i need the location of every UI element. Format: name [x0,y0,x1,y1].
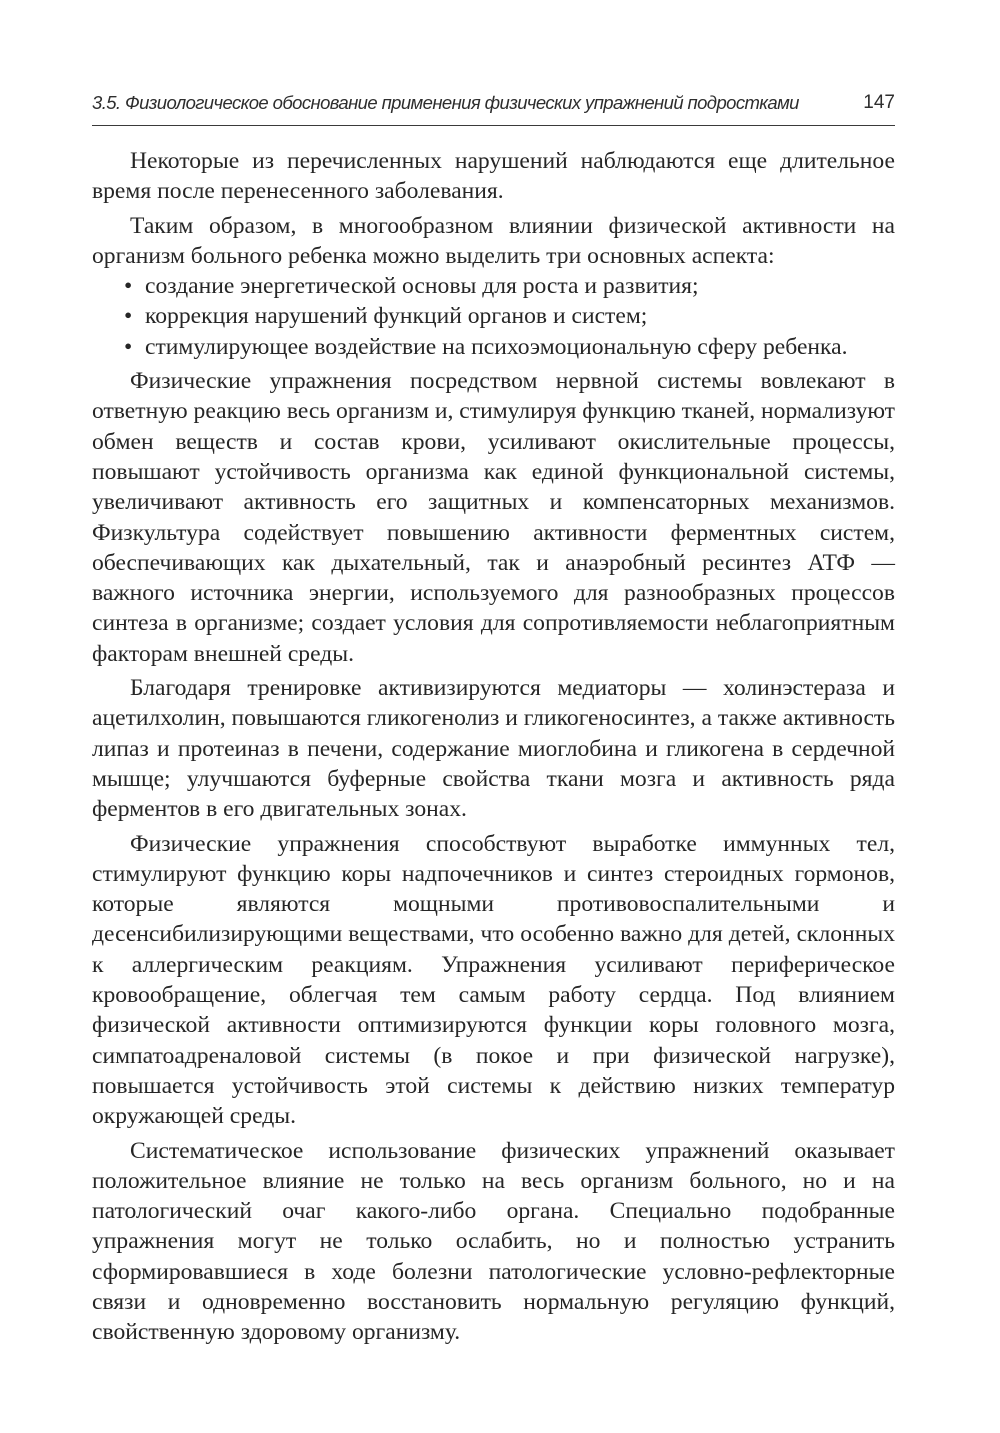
list-item [92,332,895,362]
paragraph-5: Физические упражнения способствуют выработке иммунных тел, стимулируют функцию коры надпочечников и синтез стероидных гормонов, которые являются мощными противовоспалительными и десенсибилизирующими веществами, что особенно важно для детей, склонных к аллергическим реакциям. Упражнения усиливают периферическое кровообращение, облегчая тем самым работу сердца. Под влиянием физической активности оптимизируются функции коры головного мозга, симпатоадреналовой системы (в покое и при физической нагрузке), повышается устойчивость этой системы к действию низких температур окружающей среды. [92,830,895,1130]
list-item-text: коррекция нарушений функций органов и систем; [145,303,648,330]
list-item [92,301,895,331]
bullet-icon: • [124,303,133,330]
bullet-icon: • [124,273,133,300]
list-item-text: стимулирующее воздействие на психоэмоциональную сферу ребенка. [145,333,848,360]
list-item [92,271,895,301]
page-number: 147 [863,92,895,113]
paragraph-3: Физические упражнения посредством нервной системы вовлекают в ответную реакцию весь организм и, стимулируя функцию тканей, нормализуют обмен веществ и состав крови, усиливают окислительные процессы, повышают устойчивость организма как единой функциональной системы, увеличивают активность его защитных и компенсаторных механизмов. Физкультура содействует повышению активности ферментных систем, обеспечивающих как дыхательный, так и анаэробный ресинтез АТФ — важного источника энергии, используемого для разнообразных процессов синтеза в организме; создает условия для сопротивляемости неблагоприятным факторам внешней среды. [92,368,895,667]
list-item-text: создание энергетической основы для роста и развития; [145,273,699,300]
chapter-title: 3.5. Физиологическое обоснование применения физических упражнений подростками [92,92,799,113]
body-text [92,146,895,1348]
aspects-list [92,271,895,362]
paragraph-2: Таким образом, в многообразном влиянии физической активности на организм больного ребенка можно выделить три основных аспекта: [92,212,895,269]
paragraph-6: Систематическое использование физических упражнений оказывает положительное влияние не только на весь организм больного, но и на патологический очаг какого-либо органа. Специально подобранные упражнения могут не только ослабить, но и полностью устранить сформировавшиеся в ходе болезни патологические условно-рефлекторные связи и одновременно восстановить нормальную регуляцию функций, свойственную здоровому организму. [92,1137,895,1346]
running-header [92,89,895,126]
bullet-icon: • [124,333,133,360]
paragraph-1: Некоторые из перечисленных нарушений наблюдаются еще длительное время после перенесенного заболевания. [92,148,895,205]
paragraph-4: Благодаря тренировке активизируются медиаторы — холинэстераза и ацетилхолин, повышаются гликогенолиз и гликогеносинтез, а также активность липаз и протеиназ в печени, содержание миоглобина и гликогена в сердечной мышце; улучшаются буферные свойства ткани мозга и активность ряда ферментов в его двигательных зонах. [92,675,895,823]
